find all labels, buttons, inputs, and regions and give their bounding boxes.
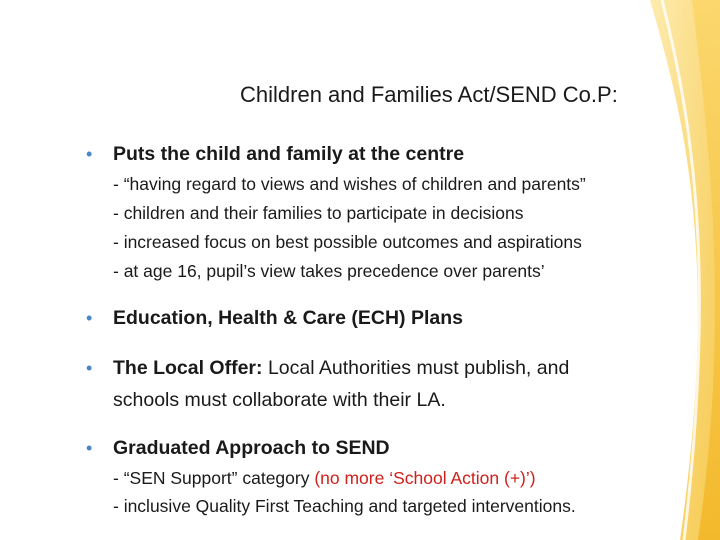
school-action-note: (no more ‘School Action (+)’) <box>314 468 536 488</box>
point-heading-child-family: Puts the child and family at the centre <box>113 143 465 165</box>
sen-support-text: - “SEN Support” category <box>113 468 315 488</box>
bullet-icon: • <box>86 144 93 164</box>
point-heading-local-offer <box>113 355 569 381</box>
bullet-icon: • <box>86 358 93 378</box>
slide-title: Children and Families Act/SEND Co.P: <box>240 82 618 107</box>
sub-point-sen-support <box>113 464 536 494</box>
point-heading-ech-plans: Education, Health & Care (ECH) Plans <box>113 307 463 329</box>
decorative-swoosh <box>580 0 720 540</box>
sub-point-views-wishes: - “having regard to views and wishes of children and parents” <box>113 174 586 194</box>
point-heading-graduated-approach: Graduated Approach to SEND <box>113 437 390 459</box>
local-offer-text: Local Authorities must publish, and <box>262 357 570 379</box>
sub-point-quality-first: - inclusive Quality First Teaching and targeted interventions. <box>113 496 576 516</box>
local-offer-label: The Local Offer: <box>113 357 263 379</box>
sub-point-outcomes: - increased focus on best possible outcomes and aspirations <box>113 232 582 252</box>
local-offer-continuation: schools must collaborate with their LA. <box>113 389 446 411</box>
bullet-icon: • <box>86 308 93 328</box>
sub-point-age-16: - at age 16, pupil’s view takes precedence over parents’ <box>113 261 545 281</box>
bullet-icon: • <box>86 438 93 458</box>
sub-point-participate: - children and their families to participate in decisions <box>113 203 524 223</box>
